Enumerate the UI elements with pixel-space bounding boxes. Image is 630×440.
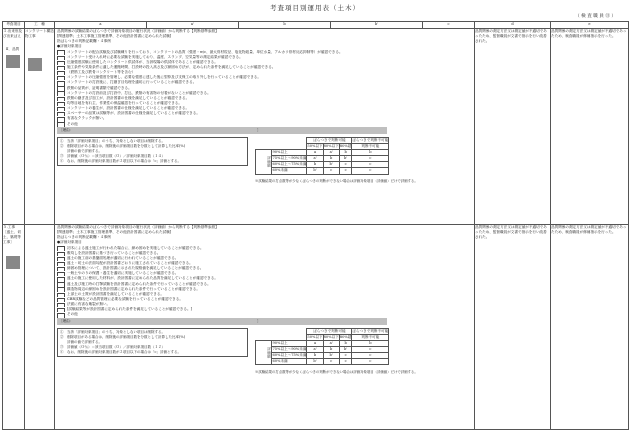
table-cell: b'	[323, 162, 339, 168]
checklist-item-label: 施工条件や気象条件に適した運搬時間、打設時の投入高さ及び締固め方法が、定められた条件を満足していることが確認できる。	[67, 64, 276, 69]
table-row-label: 60%未満	[272, 359, 307, 365]
section2-d: 品質関係の測定方法又は測定値が不適切であったため、監督職員が文書で指示を行い改善された。	[475, 225, 551, 430]
checklist-item-label: コンクリートの打設前及び打設中、打込、鉄筋の有害物の付着がないことが確認できる。	[67, 90, 211, 95]
section1-sub: Ⅱ．品質	[6, 47, 20, 52]
table-cell: c	[339, 168, 352, 174]
checklist-item-label: CBR試験などの品質管理に必要な試験を行っていることが確認できる。	[67, 296, 183, 301]
eval-label: ●評価対象項目	[57, 44, 82, 49]
checklist-item-label: 敷均しを設計図書に基づき行っていることが確認できる。	[67, 250, 161, 255]
section1-work: コンクリート構造物工事	[25, 29, 54, 39]
table-row-label: 75%以上～90%未満	[272, 156, 307, 161]
table-cell: b	[307, 353, 323, 359]
checklist-item-label: 盛土及び施工時の打撃試験を設計図書に定められた条件で行っていることが確認できる。	[67, 281, 211, 286]
table-cell: b'	[307, 168, 323, 174]
page-subtitle: （ 検 査 職 員 ⑪ ）	[575, 14, 616, 19]
checklist-item-label: 盛土の施工に使用した材料が、設計図書に定められた品質を満足していることが確認できる。	[67, 276, 218, 281]
section1-checklist	[55, 29, 474, 188]
header-a2: a'	[147, 22, 239, 29]
rule-line: ③ 評価値（Ｏ％）＝該当項目数（Ｏ）／評価対象項目数（１４）	[60, 153, 165, 158]
table-cell: b	[323, 156, 339, 162]
other-reason-close: ］	[257, 127, 261, 132]
rules-box	[57, 328, 248, 357]
table-row-label: 60%未満	[272, 168, 307, 174]
checklist-item-label: スペーサーの品質は試験等が、設計図書の仕様を満足していることが確認できる。	[67, 111, 200, 116]
checklist-item-label: 鉄筋の品質が、証明書類で確認できる。	[67, 85, 132, 90]
rules-box	[57, 137, 248, 166]
checklist-item-label: 締固め管理について、設計図書に示された規格値を満足していることが確認できる。	[67, 266, 204, 271]
checklist-item-label: 鉄筋の継ぎ及び加工が、設計図書の仕様を満足していることが確認できる。	[67, 95, 190, 100]
rule-line: ② 削除項目がある場合は、削除後の評価項目数を分数として計算した比率(%)	[60, 143, 186, 148]
checklist-item-label: その他	[67, 121, 78, 126]
header-b: b	[239, 22, 331, 29]
table-cell: c	[323, 168, 339, 174]
intro-line: 品質関係の試験結果のばらつきで評価対象項目の履行状況（評価値）から判断する【判断基準参照】	[57, 29, 219, 33]
section1-d: 品質関係の測定方法又は測定値が不適切であったため、監督職員が文書で指示を行い改善された。	[475, 29, 551, 225]
table-top-label2: ばらつきで判断不可能	[352, 137, 389, 142]
section2-checklist	[55, 225, 474, 379]
table-cell: c	[323, 359, 339, 365]
table-cell: a	[307, 149, 323, 155]
other-reason-field[interactable]	[57, 318, 387, 325]
rule-line: 評価の値で評価する。	[60, 339, 102, 344]
intro-line: 品質関係の試験結果のばらつきで評価対象項目の履行状況（評価値）から判断する【判断基準参照】	[57, 225, 219, 229]
header-a: a	[55, 22, 147, 29]
table-cell: a	[307, 340, 323, 346]
checklist-item-label: 均等目地を有れ主、作業性の保温確認を行っていることが確認できる。	[67, 100, 182, 105]
table-cell: b	[339, 340, 352, 346]
header-work: 工 種	[25, 22, 55, 29]
checklist-item-label: コンクリートの打設後に、打継ぎ目処理を適切に行っていることが確認できる。	[67, 80, 197, 85]
section2-sub: ［盛土、切土、築堤等工事］	[3, 230, 21, 245]
table-cell: b'	[307, 359, 323, 365]
rule-line: ④ なお、削除後の評価対象項目数が２項目以下の場合は「c」評価とする。	[60, 159, 181, 164]
header-item: 考査項目	[3, 22, 25, 29]
checklist-item-label: 初木による盛土施工が行われた場合に、締め固めを実施していることが確認できる。	[67, 245, 204, 250]
table-top-label: ばらつきで判断可能	[307, 328, 352, 334]
checklist-item-label: 上部土の土質が設計図書を満足していることが確認できる。	[67, 291, 165, 296]
checklist-item-label: 盛土の施工前の基盤面処理が適切に行われていることが確認できる。	[67, 255, 179, 260]
section1-body	[55, 29, 475, 225]
checklist-item-label: 一般土やのりの保護・養生を適切に実施していることが確認できる。	[67, 271, 179, 276]
intro-line: 指ばらつきの判断記載欄・４事例	[57, 235, 111, 240]
table-cell: c	[352, 156, 389, 162]
intro-line: [関連基準」土木工事施工管理基準、その他設計図書に定められた試験]	[57, 34, 172, 39]
table-cell: b'	[323, 353, 339, 359]
rule-line: ① 当該「評価対象項目」のうち、対象としない項目は削除する。	[60, 329, 165, 334]
table-cell: c	[352, 359, 389, 365]
intro-line: [関連基準」土木工事施工管理基準、その他設計図書に定められた試験]	[57, 230, 172, 235]
checklist-item-label: 圧縮強度試験に使用したコンクリート供試体が、当該現場の供試体であることが確認できる。	[67, 59, 218, 64]
table-cell: c	[352, 168, 389, 174]
table-col-header: 50%以下	[307, 334, 323, 339]
section2-body	[55, 225, 475, 430]
table-row-label: 60%以上～75%未満	[272, 162, 307, 167]
table-cell: c	[352, 162, 389, 168]
checklist-item-label: 法面に有害な亀裂が無い。	[67, 302, 111, 307]
table-cell: c	[352, 347, 389, 353]
other-reason-close: ］	[257, 318, 261, 323]
intro-line: 指ばらつきの判断記載欄・４事例	[57, 39, 111, 44]
table-col-header: 判断不可能	[352, 143, 389, 149]
rule-line: 評価の値で評価する。	[60, 148, 102, 153]
table-cell: c	[339, 162, 352, 168]
checklist-item-label: 有害なクラックが無い。	[67, 116, 107, 121]
section1-marker	[6, 55, 20, 68]
table-row-label: 90%以上	[272, 149, 307, 155]
table-footnote: ※試験結果の打点数等が少なくばらつきの判断ができない場合は評価対象項目（評価値）だけで評価する。	[255, 178, 418, 183]
table-col-header: 判断不可能	[352, 334, 389, 340]
table-col-header: 80%超	[339, 334, 352, 339]
table-row-label: 75%以上～90%未満	[272, 347, 307, 351]
page-title: 考査項目別運用表（土木）	[270, 4, 360, 12]
checklist-item-label: 構造物周辺の締固めを設計図書に定められた条件で行っていることが確認できる。	[67, 286, 200, 291]
table-top-label: ばらつきで判断可能	[307, 137, 352, 143]
table-footnote: ※試験結果の打点数等が少なくばらつきの判断ができない場合は評価対象項目（評価値）だけで評価する。	[255, 369, 418, 374]
table-col-header: 80%以下	[323, 334, 339, 339]
section1-e: 品質関係の測定方法又は測定値が不適切であったため、検査職員が修補指示を行った。	[551, 29, 629, 225]
checklist-item-label: コンクリートの配合試験及び試験練りを行っており、コンクリートの品質（強度・w/c、最大骨材粒径、塩化物総量、単位水量、アルカリ骨材反応抑制等）が確認できる。	[67, 49, 343, 54]
header-c: c	[423, 22, 475, 29]
section1-work-marker	[28, 58, 42, 71]
checklist-item-label: コンクリートの圧縮強度を管理し、必要な強度に達した後に型枠及び支保工の取り外しを行っていることが確認できる。	[67, 75, 261, 80]
header-e: e	[551, 22, 629, 29]
section2-category: ５.工事	[3, 225, 15, 229]
table-col-header: 50%以下	[307, 143, 323, 148]
table-cell: b	[307, 162, 323, 168]
table-side-label: 評価値	[256, 340, 272, 365]
rule-line: ③ 評価値（Ｏ％）＝該当項目数（Ｏ）／評価対象項目数（１２）	[60, 344, 165, 349]
judgement-table	[255, 137, 389, 175]
table-row-label: 60%以上～75%未満	[272, 353, 307, 358]
checklist-item-label: （鉄筋工及び鉄骨コンクリート等を含む）	[67, 70, 136, 75]
table-cell: a'	[307, 347, 323, 353]
section1-category: ３.出来形及び出来ばえ	[3, 29, 23, 39]
header-d: d	[475, 22, 551, 29]
table-cell: c	[352, 353, 389, 359]
section2-category-cell	[3, 225, 25, 430]
rule-line: ④ なお、削除後の評価対象項目数が２項目以下の場合は「c」評価とする。	[60, 349, 181, 354]
evaluation-table	[2, 21, 629, 430]
judgement-table	[255, 328, 389, 366]
section2-e: 品質関係の測定方法又は測定値が不適切であったため、検査職員が修補指示を行った。	[551, 225, 629, 430]
checklist-item-label: その他	[67, 312, 78, 317]
table-col-header: 80%以下	[323, 143, 339, 148]
section1-work-cell	[25, 29, 55, 225]
section2-marker	[6, 256, 20, 269]
table-top-label2: ばらつきで判断不可能	[352, 328, 389, 333]
table-cell: b	[352, 149, 389, 155]
table-cell: a'	[307, 156, 323, 162]
table-row-label: 90%以上	[272, 340, 307, 346]
table-cell: b	[323, 347, 339, 353]
other-reason-label: ［理由：	[59, 318, 74, 323]
table-cell: b	[352, 340, 389, 346]
eval-label: ●評価対象項目	[57, 240, 82, 245]
section1-category-cell	[3, 29, 25, 225]
rule-line: ① 当該「評価対象項目」のうち、対象としない項目は削除する。	[60, 138, 165, 143]
table-cell: c	[339, 353, 352, 359]
other-reason-label: ［理由：	[59, 127, 74, 132]
header-b2: b'	[331, 22, 423, 29]
table-cell: b'	[339, 156, 352, 162]
other-reason-field[interactable]	[57, 127, 387, 134]
checklist-item-label: [試験結果等が設計図書に定められた条件を満足していることが確認できる。]	[67, 307, 192, 312]
checklist-item-label: コンクリートの養生が、設計図書の仕様を満足していることが確認できる。	[67, 106, 190, 111]
checklist-item-label: コンクリート受け入れ時に必要な試験を実施しており、温度、スランプ、空気量等の測定結果が確認できる。	[67, 54, 243, 59]
table-cell: b'	[339, 347, 352, 353]
table-side-label: 評価値	[256, 149, 272, 174]
table-cell: c	[339, 359, 352, 365]
checklist-item-label: 盛土・切土の法面勾配が設計図書どおりに施工されていることが確認できる。	[67, 260, 193, 265]
table-col-header: 80%超	[339, 143, 352, 148]
table-cell: a'	[323, 149, 339, 155]
table-cell: a'	[323, 340, 339, 346]
rule-line: ② 削除項目がある場合は、削除後の評価項目数を分数として計算した比率(%)	[60, 334, 186, 339]
section2-work-cell	[25, 225, 55, 430]
table-cell: b	[339, 149, 352, 155]
